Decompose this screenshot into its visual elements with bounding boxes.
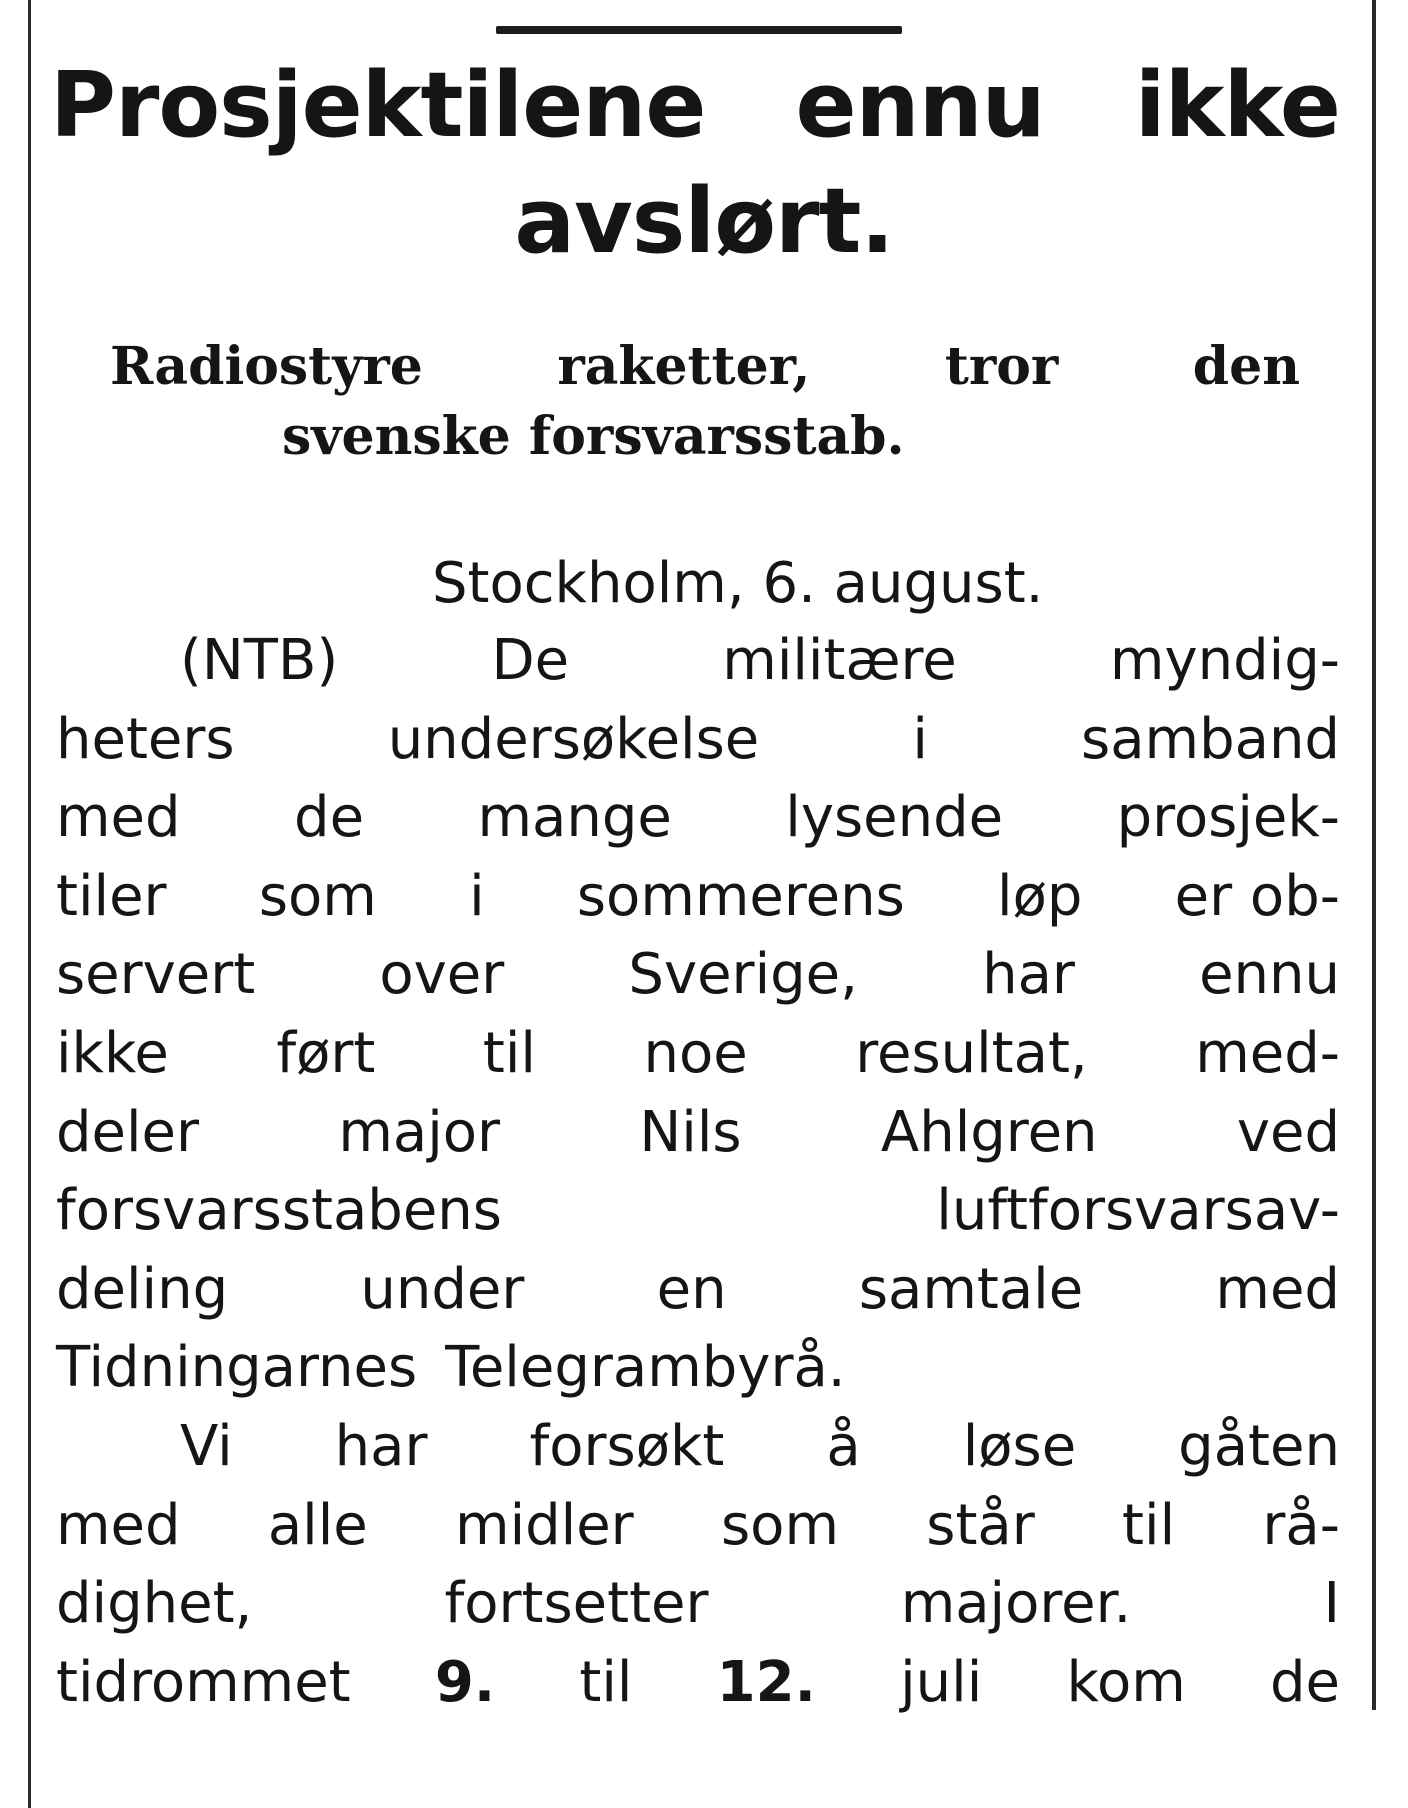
text-word: med (1215, 1256, 1340, 1322)
subheadline-word: Radiostyre (110, 336, 423, 397)
text-word: løp (997, 863, 1083, 929)
text-word: står (926, 1492, 1035, 1558)
text-line (56, 1172, 1340, 1251)
text-word: militære (722, 628, 957, 693)
headline (50, 48, 1350, 280)
text-word: med (56, 1492, 181, 1558)
text-word: fortsetter (444, 1571, 709, 1637)
text-word: major (338, 1099, 501, 1165)
text-line (56, 1251, 1340, 1330)
text-word: forsvarsstabens (56, 1178, 502, 1244)
text-line (56, 1487, 1340, 1566)
text-line (56, 1565, 1340, 1644)
column-rule-left (28, 0, 31, 1808)
text-word: Nils (639, 1099, 742, 1165)
text-word: de (294, 785, 365, 851)
text-word: resultat, (855, 1020, 1088, 1086)
column-rule-right (1372, 0, 1376, 1710)
text-word: til (482, 1020, 536, 1086)
text-word: med- (1195, 1020, 1340, 1086)
text-word: rå- (1262, 1492, 1340, 1558)
text-word: midler (455, 1492, 634, 1558)
text-word: ennu (1199, 942, 1340, 1008)
text-word: noe (643, 1020, 748, 1086)
text-line (56, 936, 1340, 1015)
text-word: Ahlgren (880, 1099, 1098, 1165)
text-word: en (656, 1256, 727, 1322)
subheadline-line-2: svenske forsvarsstab. (282, 406, 905, 467)
text-word: er ob- (1174, 863, 1340, 929)
dateline: Stockholm, 6. august. (432, 551, 1044, 616)
text-word: luftforsvarsav- (936, 1178, 1340, 1244)
text-word: har (982, 942, 1075, 1008)
text-line (56, 1408, 1340, 1487)
text-word: å (826, 1413, 861, 1479)
headline-word: ennu (795, 53, 1045, 158)
text-word: juli (900, 1649, 983, 1715)
text-word: Sverige, (628, 942, 858, 1008)
headline-line-2: avslørt. (514, 169, 894, 274)
text-word: mange (477, 785, 672, 851)
text-word: i (912, 706, 928, 772)
text-word: ført (276, 1020, 376, 1086)
text-word: 12. (716, 1649, 816, 1715)
text-word: over (379, 942, 505, 1008)
text-word: 9. (434, 1649, 496, 1715)
text-word: heters (56, 706, 235, 772)
text-line (56, 701, 1340, 780)
text-word: lysende (785, 785, 1004, 851)
text-word: majorer. (900, 1571, 1132, 1637)
text-word: Tidningarnes (56, 1335, 418, 1401)
text-word: Telegrambyrå. (445, 1335, 846, 1401)
text-word: I (1323, 1571, 1340, 1637)
subheadline-word: den (1192, 336, 1300, 397)
subheadline-word: raketter, (557, 336, 811, 397)
text-line (56, 1094, 1340, 1173)
text-line (56, 779, 1340, 858)
text-line (56, 1644, 1340, 1723)
text-word: kom (1066, 1649, 1186, 1715)
text-word: de (1270, 1649, 1340, 1715)
text-word: som (721, 1492, 839, 1558)
text-word: med (56, 785, 181, 851)
text-word: tidrommet (56, 1649, 351, 1715)
headline-line-1 (50, 48, 1340, 164)
text-line (56, 1329, 1340, 1408)
text-word: har (334, 1413, 428, 1479)
text-word: som (258, 863, 377, 929)
headline-word: ikke (1134, 53, 1340, 158)
text-word: forsøkt (529, 1413, 725, 1479)
text-word: prosjek- (1116, 785, 1340, 851)
text-word: til (579, 1649, 633, 1715)
text-line (56, 858, 1340, 937)
subheadline-word: tror (944, 336, 1059, 397)
subheadline-line-1 (110, 332, 1300, 402)
text-word: undersøkelse (387, 706, 760, 772)
text-line (56, 622, 1340, 701)
text-word: i (469, 863, 485, 929)
text-word: løse (962, 1413, 1077, 1479)
text-word: under (360, 1256, 525, 1322)
text-word: dighet, (56, 1571, 253, 1637)
text-word: alle (267, 1492, 368, 1558)
text-word: servert (56, 942, 256, 1008)
text-word: ikke (56, 1020, 169, 1086)
text-word: deler (56, 1099, 200, 1165)
subheadline (110, 332, 1310, 472)
text-word: sommerens (576, 863, 905, 929)
text-word: De (491, 628, 570, 693)
text-word: (NTB) (180, 628, 339, 693)
text-word: tiler (56, 863, 167, 929)
article-body (56, 622, 1340, 1722)
text-line (56, 1015, 1340, 1094)
text-word: deling (56, 1256, 229, 1322)
text-word: til (1122, 1492, 1176, 1558)
text-word: myndig- (1109, 628, 1340, 693)
text-word: gåten (1178, 1413, 1340, 1479)
text-word: Vi (180, 1413, 233, 1479)
text-word: samtale (858, 1256, 1084, 1322)
text-word: ved (1236, 1099, 1340, 1165)
headline-word: Prosjektilene (50, 53, 706, 158)
text-word: samband (1081, 706, 1340, 772)
separator-bar (496, 26, 902, 34)
